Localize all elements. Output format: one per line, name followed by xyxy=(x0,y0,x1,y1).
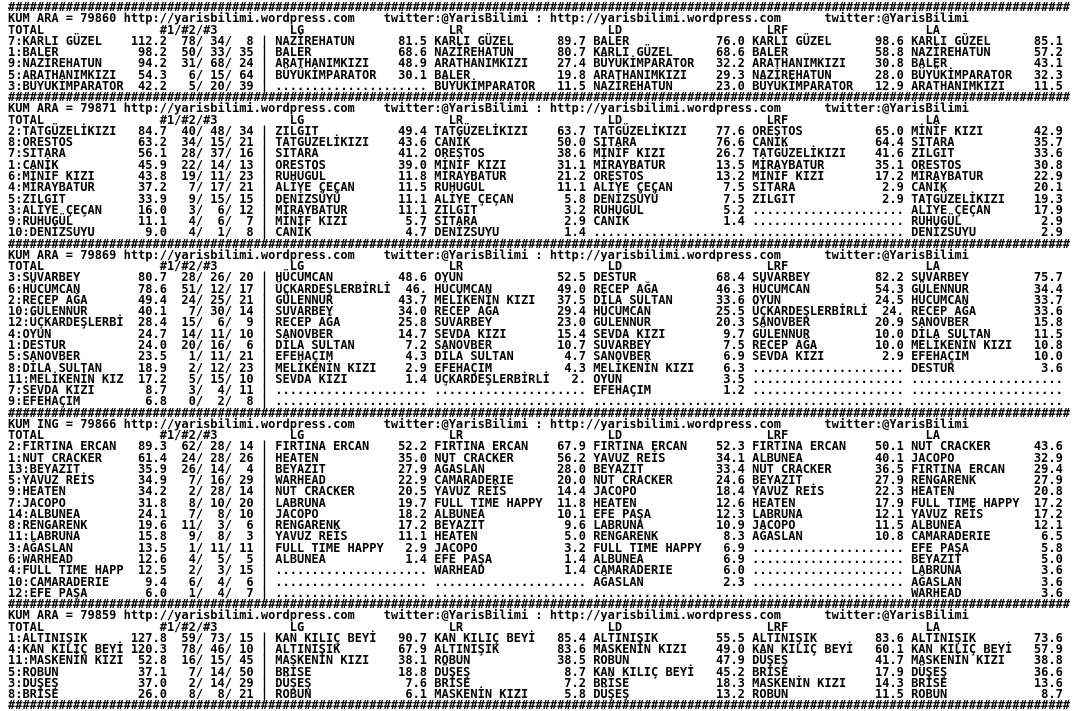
data-row: 1:DESTUR 24.0 20/ 16/ 6 | DİLA SULTAN 7.2 SANOVBER 10.7 SUVARBEY 7.5 RECEP AĞA 10.0 MELİKENİN KIZI 10.8 xyxy=(8,337,1071,352)
data-row: 8:ORESTOS 63.2 34/ 15/ 21 | TATGÜZELİKIZI 43.6 CANİK 50.0 SITARA 76.6 CANİK 64.4 SITARA 35.7 xyxy=(8,135,1071,150)
data-row: 8:DİLA SULTAN 18.9 2/ 12/ 23 | MELİKENİN KIZI 2.9 EFEHAÇIM 4.3 MELİKENİN KIZI 6.3 ..................... DESTUR 3.6 xyxy=(8,360,1071,375)
section-title: KUM ARA = 79859 http://yarisbilimi.wordpress.com twitter:@YarisBilimi : http://yarisbilimi.wordpress.com twitter:@YarisBilimi xyxy=(8,608,969,623)
separator-line: ################################################################################################################################################### xyxy=(8,698,1071,711)
section-title: KUM ARA = 79871 http://yarisbilimi.wordpress.com twitter:@YarisBilimi : http://yarisbilimi.wordpress.com twitter:@YarisBilimi xyxy=(8,101,969,116)
data-row: 12:ÜÇKARDEŞLERBİ 28.4 15/ 6/ 9 | RECEP AĞA 25.8 SUVARBEY 23.0 GÜLENNUR 20.3 SANOVBER 20.9 SANOVBER 15.8 xyxy=(8,315,1071,330)
data-row: 7:JACOPO 31.8 8/ 10/ 20 | LABRUNA 19.7 FULL TIME HAPPY 11.8 HEATEN 12.6 HEATEN 17.9 FULL TIME HAPPY 17.2 xyxy=(8,495,1071,510)
data-row: 10:CAMARADERIE 9.4 6/ 4/ 6 | ..................... ..................... AĞASLAN 2.3 ..................... AĞASLAN 3.6 xyxy=(8,574,1071,589)
data-row: 5:ROBUN 37.1 7/ 14/ 50 | BRİSE 18.8 DÜŞEŞ 8.7 KAN KILIÇ BEYİ 45.2 BRİSE 17.9 DÜŞEŞ 36.6 xyxy=(8,664,1071,679)
section-79866 xyxy=(8,405,1077,600)
column-header-row: TOTAL #1/#2/#3 LG LR LD LRF LA xyxy=(8,259,940,274)
section-79860 xyxy=(8,2,1077,92)
data-row: 4:KAN KILIÇ BEYİ 120.3 78/ 46/ 10 | ALTINIŞIK 67.9 ALTINIŞIK 83.6 MASKENİN KIZI 49.0 KAN KILIÇ BEYİ 60.1 KAN KILIÇ BEYİ 57.9 xyxy=(8,642,1071,657)
data-row: 9:HEATEN 34.2 2/ 28/ 14 | NUT CRACKER 20.5 YAVUZ REİS 14.4 JACOPO 18.4 YAVUZ REİS 22.3 HEATEN 20.8 xyxy=(8,484,1071,499)
data-row: 2:FIRTINA ERCAN 89.3 62/ 28/ 14 | FIRTINA ERCAN 52.2 FIRTINA ERCAN 67.9 FIRTINA ERCAN 52.3 FIRTINA ERCAN 50.1 NUT CRACKER 43.6 xyxy=(8,439,1071,454)
data-row: 3:DÜŞEŞ 37.0 2/ 14/ 29 | DÜŞEŞ 7.6 BRİSE 7.2 BRİSE 18.3 MASKENİN KIZI 14.3 BRİSE 13.6 xyxy=(8,675,1071,690)
data-row: 1:NUT CRACKER 61.4 24/ 28/ 26 | HEATEN 35.0 NUT CRACKER 56.2 YAVUZ REİS 34.1 ALBUNEA 40.1 JACOPO 32.9 xyxy=(8,450,1071,465)
data-row: 9:RUHUGÜL 11.1 4/ 6/ 7 | MİNİF KIZI 5.7 SITARA 2.9 CANİK 1.4 ..................... RUHUGÜL 2.9 xyxy=(8,214,1071,229)
data-row: 1:CANİK 45.9 22/ 14/ 13 | ORESTOS 39.0 MİNİF KIZI 31.1 MİRAYBATUR 13.5 MİRAYBATUR 35.1 ORESTOS 30.8 xyxy=(8,157,1071,172)
data-row: 2:TATGÜZELİKIZI 84.7 40/ 48/ 34 | ZILGIT 49.4 TATGÜZELİKIZI 63.7 TATGÜZELİKIZI 77.6 ORESTOS 65.0 MİNİF KIZI 42.9 xyxy=(8,123,1071,138)
data-row: 5:ZILGIT 33.9 9/ 15/ 15 | DENİZSÜYÜ 11.1 ALİYE ÇEÇAN 5.8 DENİZSÜYÜ 7.5 ZILGIT 2.9 TATGÜZELİKIZI 19.3 xyxy=(8,191,1071,206)
section-title: KUM ARA = 79860 http://yarisbilimi.wordpress.com twitter:@YarisBilimi : http://yarisbilimi.wordpress.com twitter:@YarisBilimi xyxy=(8,11,969,26)
column-header-row: TOTAL #1/#2/#3 LG LR LD LRF LA xyxy=(8,22,940,37)
column-header-row: TOTAL #1/#2/#3 LG LR LD LRF LA xyxy=(8,619,940,634)
data-row: 3:SUVARBEY 80.7 28/ 26/ 20 | HÜCUMCAN 48.6 OYUN 52.5 DESTUR 68.4 SUVARBEY 82.2 SUVARBEY 75.7 xyxy=(8,270,1071,285)
section-79869 xyxy=(8,236,1077,409)
separator-line: ################################################################################################################################################### xyxy=(8,597,1071,612)
data-row: 11:LABRUNA 15.8 9/ 8/ 3 | YAVUZ REİS 11.1 HEATEN 5.0 RENGARENK 8.3 AĞASLAN 10.8 CAMARADERIE 6.5 xyxy=(8,529,1071,544)
data-row: 9:NAZİREHATUN 94.2 31/ 68/ 24 | ARATHANIMKIZI 48.9 ARATHANIMKIZI 27.4 BÜYÜKİMPARATOR 32.2 ARATHANIMKIZI 30.8 BALER 43.1 xyxy=(8,56,1071,71)
data-row: 11:MASKENİN KIZI 52.8 16/ 15/ 45 | MASKENİN KIZI 38.1 ROBUN 38.5 ROBUN 47.9 DÜŞEŞ 41.7 MASKENİN KIZI 38.8 xyxy=(8,653,1071,668)
data-row: 5:SANOVBER 23.5 1/ 11/ 21 | EFEHAÇIM 4.3 DİLA SULTAN 4.7 SANOVBER 6.9 SEVDA KIZI 2.9 EFEHAÇIM 10.0 xyxy=(8,349,1071,364)
data-row: 3:ALİYE ÇEÇAN 16.0 3/ 6/ 12 | MİRAYBATUR 11.1 ZILGIT 3.2 RUHUGÜL 5.2 ..................... ALİYE ÇEÇAN 17.9 xyxy=(8,202,1071,217)
data-row: 3:BÜYÜKİMPARATOR 42.2 5/ 20/ 39 | ..................... BÜYÜKİMPARATOR 11.5 NAZİREHATUN 23.0 BÜYÜKİMPARATOR 12.9 ARATHANIMKIZI 11.5 xyxy=(8,78,1071,93)
section-79859 xyxy=(8,599,1077,700)
data-row: 8:BRİSE 26.0 8/ 8/ 21 | ROBUN 6.1 MASKENİN KIZI 5.8 DÜŞEŞ 13.2 ROBUN 11.5 ROBUN 8.7 xyxy=(8,687,1071,702)
data-row: 4:FULL TIME HAPP 12.5 2/ 3/ 15 | ..................... WARHEAD 1.4 CAMARADERIE 6.0 ..................... LABRUNA 3.6 xyxy=(8,563,1071,578)
data-row: 6:HÜCUMCAN 78.6 51/ 12/ 17 | ÜÇKARDEŞLERBİRLİ 46. HÜCUMCAN 49.0 RECEP AĞA 46.3 HÜCUMCAN 54.3 GÜLENNUR 34.4 xyxy=(8,281,1071,296)
data-row: 12:EFE PAŞA 6.0 1/ 4/ 7 | ..................... ..................... ..................... ..................... WARHEAD 3.6 xyxy=(8,585,1071,600)
section-title: KUM ING = 79866 http://yarisbilimi.wordpress.com twitter:@YarisBilimi : http://yarisbilimi.wordpress.com twitter:@YarisBilimi xyxy=(8,416,969,431)
column-header-row: TOTAL #1/#2/#3 LG LR LD LRF LA xyxy=(8,112,940,127)
separator-line: ################################################################################################################################################### xyxy=(8,405,1071,420)
data-row: 3:AĞASLAN 13.5 1/ 11/ 11 | FULL TIME HAPPY 2.9 JACOPO 3.2 FULL TIME HAPPY 6.9 ..................... EFE PAŞA 5.8 xyxy=(8,540,1071,555)
separator-line: ################################################################################################################################################### xyxy=(8,90,1071,105)
data-row: 6:WARHEAD 12.6 4/ 5/ 5 | ALBUNEA 1.4 EFE PAŞA 1.4 ALBUNEA 6.9 ..................... BEYAZIT 5.0 xyxy=(8,552,1071,567)
data-row: 14:ALBUNEA 24.1 7/ 8/ 10 | JACOPO 18.2 ALBUNEA 10.1 EFE PAŞA 12.3 LABRUNA 12.1 YAVUZ REİS 17.2 xyxy=(8,506,1071,521)
data-row: 2:RECEP AĞA 49.4 24/ 25/ 21 | GÜLENNUR 43.7 MELİKENİN KIZI 37.5 DİLA SULTAN 33.6 OYUN 24.5 HÜCUMCAN 33.7 xyxy=(8,292,1071,307)
section-title: KUM ARA = 79869 http://yarisbilimi.wordpress.com twitter:@YarisBilimi : http://yarisbilimi.wordpress.com twitter:@YarisBilimi xyxy=(8,247,969,262)
section-79871 xyxy=(8,92,1077,238)
data-row: 4:OYUN 24.7 14/ 11/ 10 | SANOVBER 14.7 SEVDA KIZI 15.4 SEVDA KIZI 9.7 GÜLENNUR 10.0 DİLA SULTAN 11.5 xyxy=(8,326,1071,341)
data-row: 4:MİRAYBATUR 37.2 7/ 17/ 21 | ALİYE ÇEÇAN 11.5 RUHUGÜL 11.1 ALİYE ÇEÇAN 7.5 SITARA 2.9 CANİK 20.1 xyxy=(8,180,1071,195)
data-row: 9:EFEHAÇIM 6.8 0/ 2/ 8 | ..................... ..................... ..................... ..................... ..................... xyxy=(8,394,1071,409)
data-row: 10:GÜLENNUR 40.1 7/ 30/ 14 | SUVARBEY 34.0 RECEP AĞA 29.4 HÜCUMCAN 25.5 ÜÇKARDEŞLERBİRLİ 24. RECEP AĞA 33.6 xyxy=(8,304,1071,319)
data-row: 7:SEVDA KIZI 8.7 3/ 4/ 11 | ..................... ..................... EFEHAÇIM 1.2 ..................... ..................... xyxy=(8,383,1071,398)
separator-line: ################################################################################################################################################### xyxy=(8,0,1071,14)
data-row: 7:KARLI GÜZEL 112.2 78/ 34/ 8 | NAZİREHATUN 81.5 KARLI GÜZEL 89.7 BALER 76.0 KARLI GÜZEL 98.6 KARLI GÜZEL 85.1 xyxy=(8,33,1071,48)
data-row: 11:MELİKENİN KIZ 17.2 5/ 15/ 10 | SEVDA KIZI 1.4 ÜÇKARDEŞLERBİRLİ 2. OYUN 3.5 ..................... ..................... xyxy=(8,371,1071,386)
data-row: 5:ARATHANIMKIZI 54.3 6/ 15/ 64 | BÜYÜKİMPARATOR 30.1 BALER 19.8 ARATHANIMKIZI 29.3 NAZİREHATUN 28.0 BÜYÜKİMPARATOR 32.3 xyxy=(8,67,1071,82)
separator-line: ################################################################################################################################################### xyxy=(8,236,1071,251)
data-row: 13:BEYAZIT 35.9 26/ 14/ 4 | BEYAZIT 27.9 AĞASLAN 28.0 BEYAZIT 33.4 NUT CRACKER 36.5 FIRTINA ERCAN 29.4 xyxy=(8,461,1071,476)
data-row: 1:BALER 98.2 50/ 33/ 35 | BALER 68.6 NAZİREHATUN 80.7 KARLI GÜZEL 68.6 BALER 58.8 NAZİREHATUN 57.2 xyxy=(8,45,1071,60)
data-row: 1:ALTINIŞIK 127.8 59/ 73/ 15 | KAN KILIÇ BEYİ 90.7 KAN KILIÇ BEYİ 85.4 ALTINIŞIK 55.5 ALTINIŞIK 83.6 ALTINIŞIK 73.6 xyxy=(8,630,1071,645)
data-row: 7:SITARA 56.1 28/ 37/ 16 | SITARA 41.2 ORESTOS 38.6 MİNİF KIZI 26.7 TATGÜZELİKIZI 41.6 ZILGIT 33.6 xyxy=(8,146,1071,161)
data-row: 10:DENİZSUYU 9.0 4/ 1/ 8 | CANİK 4.7 DENİZSUYU 1.4 ..................... ..................... DENİZSUYU 2.9 xyxy=(8,225,1071,240)
column-header-row: TOTAL #1/#2/#3 LG LR LD LRF LA xyxy=(8,428,940,443)
data-row: 5:YAVUZ REİS 34.9 7/ 16/ 29 | WARHEAD 22.9 CAMARADERIE 20.0 NUT CRACKER 24.6 BEYAZIT 27.9 RENGARENK 27.9 xyxy=(8,473,1071,488)
data-row: 8:RENGARENK 19.6 11/ 3/ 6 | RENGARENK 17.2 BEYAZIT 9.6 LABRUNA 10.9 JACOPO 11.5 ALBUNEA 12.1 xyxy=(8,518,1071,533)
data-row: 6:MİNİF KIZI 43.8 19/ 11/ 23 | RUHUGÜL 11.8 MİRAYBATUR 21.2 ORESTOS 13.2 MİNİF KIZI 17.2 MİRAYBATUR 22.9 xyxy=(8,168,1071,183)
